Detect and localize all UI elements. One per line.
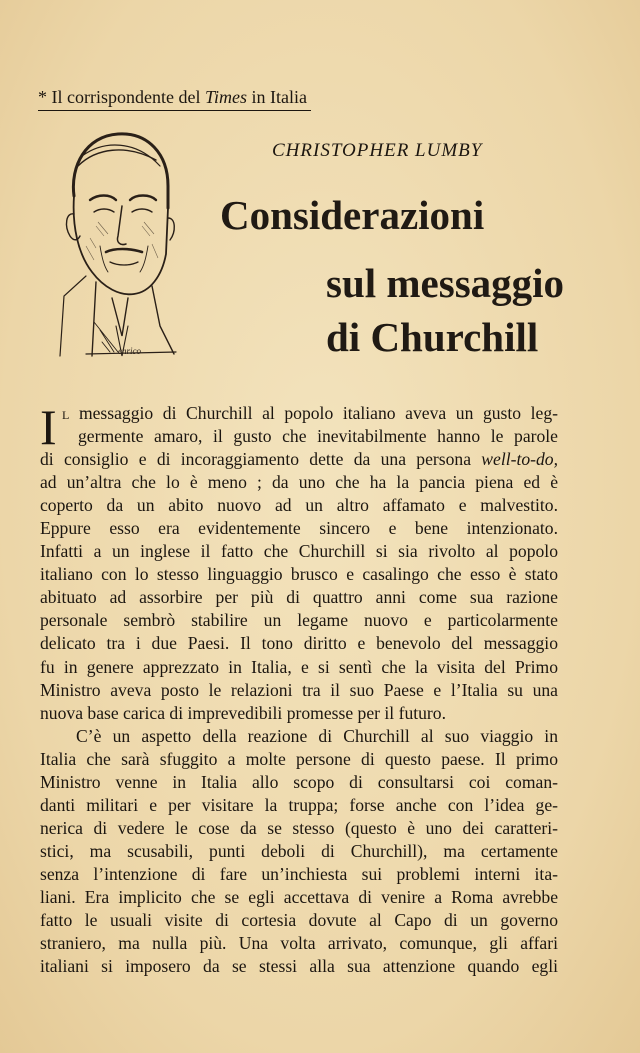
header-prefix: Il corrispondente del xyxy=(51,87,201,107)
article-line: ad un’altra che lo è meno ; da uno che ha la pancia piena ed è xyxy=(40,472,558,493)
portrait-signature: enrico xyxy=(118,346,141,356)
article-line: danti militari e per visitare la truppa; forse anche con l’idea ge- xyxy=(40,794,558,815)
article-line: fatto le usuali visite di cortesia dovute al Capo di un governo xyxy=(40,910,558,931)
emphasis-well-to-do: well-to-do, xyxy=(481,449,558,470)
article-body xyxy=(40,399,558,978)
article-line: Italia che sarà sfuggito a molte persone di questo paese. Il primo xyxy=(40,748,558,769)
header-journal: Times xyxy=(204,87,247,107)
article-line: di consiglio e di incoraggiamento dette da una persona well-to-do, xyxy=(40,449,558,470)
article-line: straniero, ma nulla più. Una volta arrivato, comunque, gli affari xyxy=(40,933,558,954)
article-line: l messaggio di Churchill al popolo italiano aveva un gusto leg- xyxy=(62,403,558,423)
article-line: abituato ad assorbire per più di quattro anni come sua razione xyxy=(40,587,558,608)
article-line: Infatti a un inglese il fatto che Churchill si sia rivolto al popolo xyxy=(40,541,558,562)
article-line: delicato tra i due Paesi. Il tono diritto e benevolo del messaggio xyxy=(40,633,558,654)
article-line: fu in genere apprezzato in Italia, e si sentì che la visita del Primo xyxy=(40,656,558,677)
header-marker: * xyxy=(38,87,47,107)
article-line: Eppure esso era evidentemente sincero e bene intenzionato. xyxy=(40,518,558,539)
article-line: italiano con lo stesso linguaggio brusco e casalingo che esso è stato xyxy=(40,564,558,585)
article-line: C’è un aspetto della reazione di Churchill al suo viaggio in xyxy=(76,725,558,746)
title-line-2: sul messaggio xyxy=(326,260,565,306)
title-line-1: Considerazioni xyxy=(220,192,485,238)
first-word-rest: l xyxy=(62,403,70,423)
article-line: Ministro aveva posto le relazioni tra il suo Paese e l’Italia su una xyxy=(40,679,558,700)
article-line: Ministro venne in Italia allo scopo di consultarsi coi coman- xyxy=(40,771,558,792)
article-line: germente amaro, il gusto che inevitabilmente hanno le parole xyxy=(78,426,558,447)
article-line: coperto da un abito nuovo ad un altro affamato e malvestito. xyxy=(40,495,558,516)
article-author: CHRISTOPHER LUMBY xyxy=(272,140,483,161)
article-line: liani. Era implicito che se egli accettava di venire a Roma avrebbe xyxy=(40,886,558,907)
author-portrait-sketch xyxy=(56,126,182,358)
drop-cap: I xyxy=(40,399,57,455)
section-header xyxy=(38,86,307,108)
article-line: italiani si imposero da se stessi alla sua attenzione quando egli xyxy=(40,956,558,977)
header-rule xyxy=(38,110,311,111)
article-line: personale sembrò stabilire un legame nuovo e particolarmente xyxy=(40,610,558,631)
article-line: nuova base carica di imprevedibili promesse per il futuro. xyxy=(40,702,446,723)
header-suffix: in Italia xyxy=(251,87,307,107)
article-line: stici, ma scusabili, punti deboli di Churchill), ma certamente xyxy=(40,840,558,861)
article-line: senza l’intenzione di fare un’inchiesta sui problemi interni ita- xyxy=(40,863,558,884)
article-line: nerica di vedere le cose da se stesso (questo è uno dei caratteri- xyxy=(40,817,558,838)
title-line-3: di Churchill xyxy=(326,314,539,360)
